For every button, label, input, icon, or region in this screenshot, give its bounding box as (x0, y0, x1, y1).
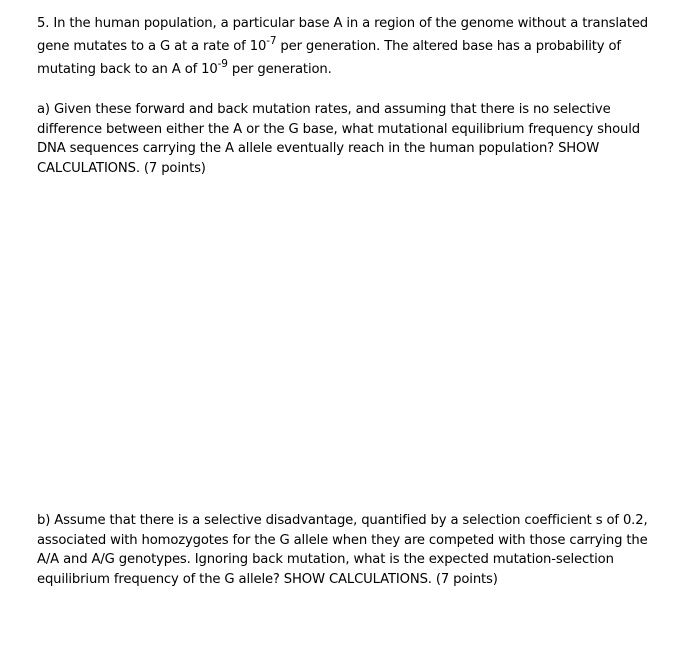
rate-back-exponent: -9 (217, 57, 228, 70)
question-5-line-2 (37, 35, 662, 58)
part-b-line: associated with homozygotes for the G allele when they are competed with those carrying the (37, 532, 648, 548)
part-a-line: DNA sequences carrying the A allele eventually reach in the human population? SHOW (37, 141, 600, 156)
part-b-line: equilibrium frequency of the G allele? SHOW CALCULATIONS. (7 points) (37, 571, 498, 587)
question-5-text (37, 12, 662, 81)
part-a-line: difference between either the A or the G base, what mutational equilibrium frequency should (37, 121, 640, 137)
rate-back-suffix: per generation. (227, 62, 332, 77)
rate-forward-prefix: gene mutates to a G at a rate of 10 (37, 39, 267, 54)
question-5-line-1: 5. In the human population, a particular base A in a region of the genome without a translated (37, 16, 649, 31)
part-b-line: b) Assume that there is a selective disadvantage, quantified by a selection coefficient s of 0.2, (37, 513, 648, 528)
rate-forward-exponent: -7 (266, 34, 277, 47)
part-b-line: A/A and A/G genotypes. Ignoring back mutation, what is the expected mutation-selection (37, 552, 614, 567)
part-a-line: a) Given these forward and back mutation rates, and assuming that there is no selective (37, 102, 611, 117)
rate-back-prefix: mutating back to an A of 10 (37, 62, 218, 77)
question-5-line-3 (37, 58, 662, 81)
part-b-text (37, 511, 662, 589)
part-a-text (37, 100, 662, 178)
part-a-line: CALCULATIONS. (7 points) (37, 160, 206, 176)
rate-forward-suffix: per generation. The altered base has a probability of (276, 39, 621, 54)
